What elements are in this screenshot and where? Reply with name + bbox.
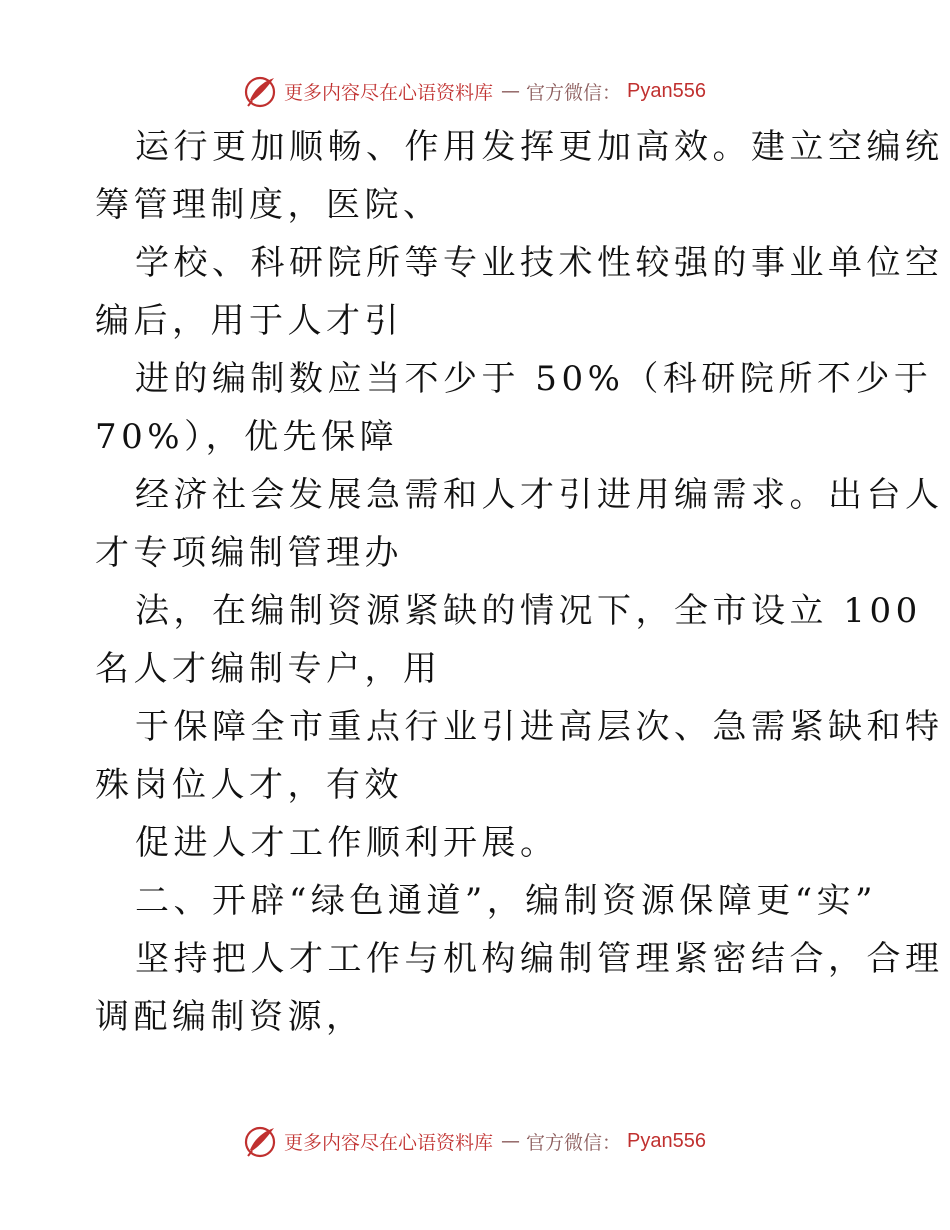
section-heading: 二、开辟“绿色通道”，编制资源保障更“实”	[135, 881, 878, 921]
text-line: 学校、科研院所等专业技术性较强的事业单位空	[135, 243, 944, 283]
text-line: 才专项编制管理办	[95, 533, 403, 573]
banner-text: 更多内容尽在心语资料库	[284, 81, 494, 104]
text-line: 于保障全市重点行业引进高层次、急需紧缺和特	[135, 707, 944, 747]
banner-wechat-id: Pyan556	[627, 1129, 706, 1152]
text-line: 编后，用于人才引	[95, 301, 403, 341]
text-line: 70%），优先保障	[95, 417, 399, 457]
text-line: 促进人才工作顺利开展。	[135, 823, 559, 863]
text-line: 坚持把人才工作与机构编制管理紧密结合，合理	[135, 939, 944, 979]
header-banner	[0, 74, 950, 108]
banner-label: 官方微信：	[526, 1131, 622, 1154]
banner-dash: —	[501, 1130, 521, 1152]
quill-logo-icon	[244, 1124, 278, 1158]
document-body	[95, 118, 944, 1046]
quill-logo-icon	[244, 74, 278, 108]
text-line: 法，在编制资源紧缺的情况下，全市设立 100	[135, 591, 922, 631]
text-line: 运行更加顺畅、作用发挥更加高效。建立空编统	[135, 127, 944, 167]
banner-dash: —	[501, 80, 521, 102]
text-line: 筹管理制度，医院、	[95, 185, 442, 225]
banner-label: 官方微信：	[526, 81, 622, 104]
text-line: 经济社会发展急需和人才引进用编需求。出台人	[135, 475, 944, 515]
text-line: 殊岗位人才，有效	[95, 765, 403, 805]
text-line: 名人才编制专户，用	[95, 649, 442, 689]
banner-text: 更多内容尽在心语资料库	[284, 1131, 494, 1154]
text-line: 进的编制数应当不少于 50%（科研院所不少于	[135, 359, 933, 399]
footer-banner	[0, 1124, 950, 1158]
banner-wechat-id: Pyan556	[627, 79, 706, 102]
text-line: 调配编制资源，	[95, 997, 365, 1037]
